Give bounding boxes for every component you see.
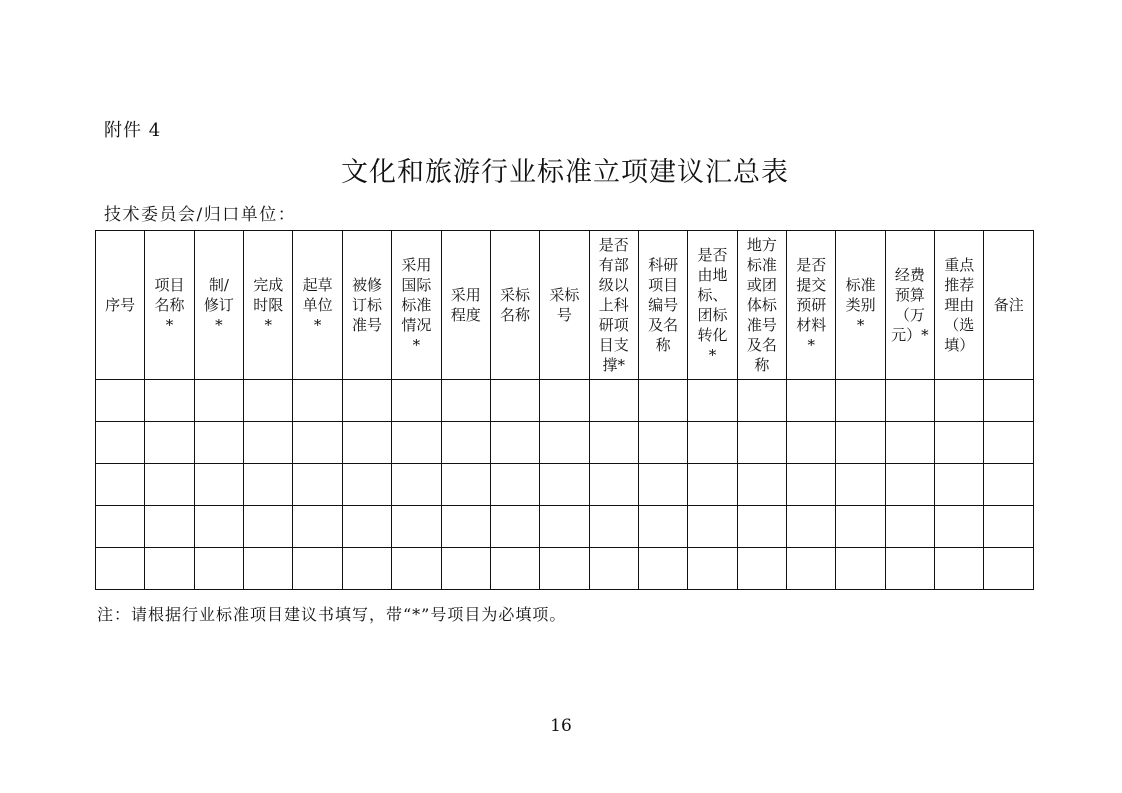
table-cell[interactable] (589, 506, 638, 548)
table-cell[interactable] (441, 422, 490, 464)
table-cell[interactable] (540, 506, 589, 548)
table-cell[interactable] (984, 548, 1034, 590)
table-cell[interactable] (688, 380, 737, 422)
table-cell[interactable] (145, 548, 194, 590)
table-cell[interactable] (688, 506, 737, 548)
table-cell[interactable] (984, 506, 1034, 548)
column-header-14 (737, 231, 786, 380)
table-cell[interactable] (293, 422, 342, 464)
table-cell[interactable] (935, 548, 984, 590)
table-cell[interactable] (490, 506, 539, 548)
column-header-11 (589, 231, 638, 380)
table-cell[interactable] (392, 464, 441, 506)
column-header-2 (145, 231, 194, 380)
column-header-8 (441, 231, 490, 380)
column-header-label: 是否 由地 标、 团标 转化 * (697, 246, 728, 364)
table-row (96, 380, 1034, 422)
table-cell[interactable] (885, 548, 934, 590)
table-header-row (96, 231, 1034, 380)
table-cell[interactable] (787, 464, 836, 506)
document-title: 文化和旅游行业标准立项建议汇总表 (341, 157, 789, 188)
proposal-summary-table (95, 230, 1034, 590)
table-row (96, 506, 1034, 548)
table-cell[interactable] (342, 380, 391, 422)
table-cell[interactable] (836, 548, 885, 590)
table-cell[interactable] (145, 464, 194, 506)
table-row (96, 548, 1034, 590)
table-cell[interactable] (589, 464, 638, 506)
table-cell[interactable] (638, 422, 687, 464)
table-cell[interactable] (293, 506, 342, 548)
committee-label: 技术委员会/归口单位： (104, 205, 297, 225)
table-cell[interactable] (244, 548, 293, 590)
column-header-label: 制/ 修订 * (203, 276, 234, 334)
table-cell[interactable] (540, 464, 589, 506)
column-header-label: 地方 标准 或团 体标 准号 及名 称 (746, 236, 777, 374)
table-cell[interactable] (638, 380, 687, 422)
table-cell[interactable] (787, 422, 836, 464)
column-header-label: 备注 (993, 296, 1024, 314)
table-cell[interactable] (194, 506, 243, 548)
table-cell[interactable] (787, 548, 836, 590)
column-header-label: 被修 订标 准号 (351, 276, 382, 334)
table-cell[interactable] (688, 422, 737, 464)
column-header-5 (293, 231, 342, 380)
column-header-label: 序号 (105, 296, 136, 314)
column-header-label: 重点 推荐 理由 （选 填） (944, 256, 975, 354)
table-cell[interactable] (441, 506, 490, 548)
table-cell[interactable] (984, 422, 1034, 464)
table-cell[interactable] (194, 422, 243, 464)
column-header-1 (96, 231, 145, 380)
column-header-7 (392, 231, 441, 380)
table-cell[interactable] (244, 422, 293, 464)
column-header-label: 采用 程度 (450, 286, 481, 324)
column-header-18 (935, 231, 984, 380)
column-header-16 (836, 231, 885, 380)
table-cell[interactable] (145, 380, 194, 422)
column-header-label: 经费 预算 （万 元）* (891, 266, 929, 344)
column-header-label: 起草 单位 * (302, 276, 333, 334)
table-cell[interactable] (342, 422, 391, 464)
table-cell[interactable] (638, 464, 687, 506)
table-cell[interactable] (342, 548, 391, 590)
table-cell[interactable] (638, 548, 687, 590)
table-cell[interactable] (787, 506, 836, 548)
table-cell[interactable] (392, 422, 441, 464)
column-header-label: 是否 提交 预研 材料 * (796, 256, 827, 354)
table-cell[interactable] (490, 464, 539, 506)
column-header-label: 采标 号 (549, 286, 580, 324)
table-cell[interactable] (540, 422, 589, 464)
table-cell[interactable] (145, 422, 194, 464)
column-header-label: 完成 时限 * (253, 276, 284, 334)
table-row (96, 422, 1034, 464)
table-cell[interactable] (935, 464, 984, 506)
table-cell[interactable] (885, 380, 934, 422)
column-header-label: 标准 类别 * (845, 276, 876, 334)
column-header-15 (787, 231, 836, 380)
table-cell[interactable] (589, 422, 638, 464)
table-cell[interactable] (96, 548, 145, 590)
table-cell[interactable] (441, 464, 490, 506)
table-cell[interactable] (490, 548, 539, 590)
column-header-13 (688, 231, 737, 380)
table-cell[interactable] (836, 464, 885, 506)
table-cell[interactable] (145, 506, 194, 548)
table-cell[interactable] (96, 380, 145, 422)
table-cell[interactable] (935, 506, 984, 548)
table-cell[interactable] (540, 380, 589, 422)
column-header-label: 是否 有部 级以 上科 研项 目支 撑* (598, 236, 629, 374)
table-cell[interactable] (96, 506, 145, 548)
column-header-17 (885, 231, 934, 380)
column-header-19 (984, 231, 1034, 380)
table-cell[interactable] (293, 548, 342, 590)
table-cell[interactable] (688, 464, 737, 506)
table-cell[interactable] (96, 464, 145, 506)
table-cell[interactable] (490, 380, 539, 422)
table-cell[interactable] (441, 548, 490, 590)
table-cell[interactable] (342, 506, 391, 548)
table-cell[interactable] (293, 464, 342, 506)
table-cell[interactable] (194, 548, 243, 590)
table-cell[interactable] (392, 506, 441, 548)
table-cell[interactable] (392, 380, 441, 422)
table-cell[interactable] (96, 422, 145, 464)
table-cell[interactable] (836, 422, 885, 464)
table-cell[interactable] (737, 380, 786, 422)
table-cell[interactable] (392, 548, 441, 590)
table-cell[interactable] (293, 380, 342, 422)
table-cell[interactable] (540, 548, 589, 590)
table-cell[interactable] (885, 506, 934, 548)
table-cell[interactable] (194, 380, 243, 422)
column-header-label: 采标 名称 (500, 286, 531, 324)
table-cell[interactable] (984, 464, 1034, 506)
table-cell[interactable] (638, 506, 687, 548)
table-cell[interactable] (244, 506, 293, 548)
column-header-label: 项目 名称 * (154, 276, 185, 334)
table-cell[interactable] (342, 464, 391, 506)
table-cell[interactable] (935, 380, 984, 422)
table-cell[interactable] (737, 506, 786, 548)
table-cell[interactable] (589, 548, 638, 590)
column-header-3 (194, 231, 243, 380)
table-cell[interactable] (737, 464, 786, 506)
table-cell[interactable] (194, 464, 243, 506)
table-cell[interactable] (836, 380, 885, 422)
column-header-9 (490, 231, 539, 380)
attachment-label: 附件 4 (104, 120, 162, 141)
table-row (96, 464, 1034, 506)
footnote: 注：请根据行业标准项目建议书填写，带“*”号项目为必填项。 (97, 605, 567, 624)
column-header-12 (638, 231, 687, 380)
table-cell[interactable] (836, 506, 885, 548)
column-header-label: 采用 国际 标准 情况 * (401, 256, 432, 354)
table-cell[interactable] (737, 422, 786, 464)
page-number: 16 (550, 716, 572, 736)
table-cell[interactable] (787, 380, 836, 422)
table-cell[interactable] (589, 380, 638, 422)
table-cell[interactable] (737, 548, 786, 590)
table-cell[interactable] (885, 464, 934, 506)
column-header-label: 科研 项目 编号 及名 称 (648, 256, 679, 354)
table-cell[interactable] (490, 422, 539, 464)
column-header-10 (540, 231, 589, 380)
column-header-6 (342, 231, 391, 380)
table-cell[interactable] (244, 464, 293, 506)
table-cell[interactable] (885, 422, 934, 464)
table-cell[interactable] (244, 380, 293, 422)
table-cell[interactable] (688, 548, 737, 590)
table-cell[interactable] (935, 422, 984, 464)
column-header-4 (244, 231, 293, 380)
table-cell[interactable] (984, 380, 1034, 422)
table-cell[interactable] (441, 380, 490, 422)
